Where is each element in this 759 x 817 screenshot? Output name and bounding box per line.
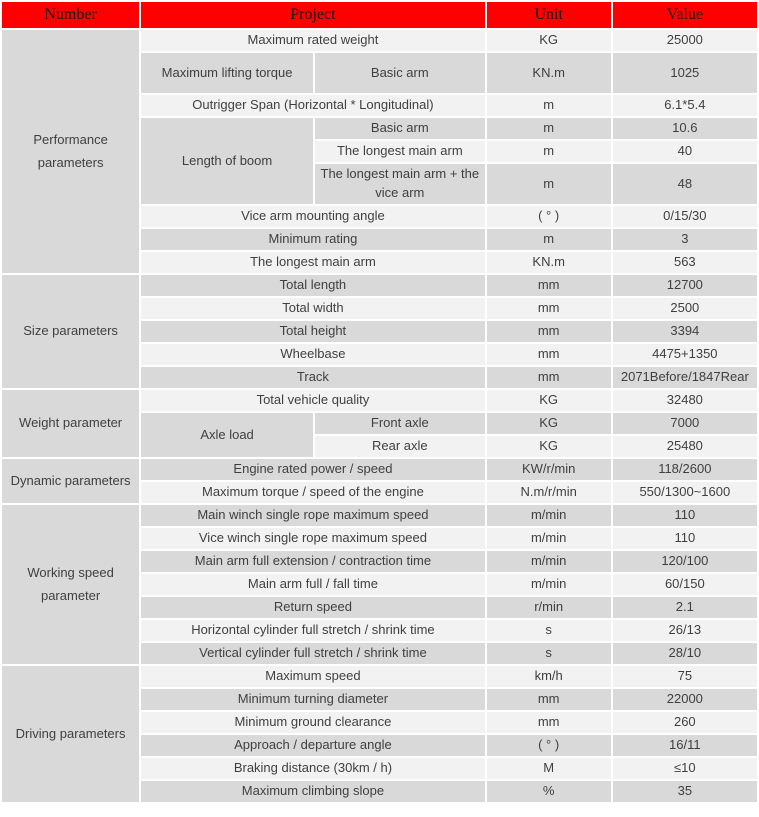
column-header-number: Number xyxy=(2,2,139,28)
table-row xyxy=(2,505,757,526)
project-cell: Total vehicle quality xyxy=(141,390,484,411)
project-sub-cell: Rear axle xyxy=(315,436,485,457)
project-sub-cell: The longest main arm xyxy=(315,141,485,162)
unit-cell: m/min xyxy=(487,528,611,549)
value-cell: 6.1*5.4 xyxy=(613,95,757,116)
project-cell: Horizontal cylinder full stretch / shrink time xyxy=(141,620,484,641)
unit-cell: m xyxy=(487,118,611,139)
unit-cell: KG xyxy=(487,413,611,434)
value-cell: 3394 xyxy=(613,321,757,342)
unit-cell: M xyxy=(487,758,611,779)
column-header-project: Project xyxy=(141,2,484,28)
project-cell: Total length xyxy=(141,275,484,296)
value-cell: 2.1 xyxy=(613,597,757,618)
project-cell: Main arm full extension / contraction time xyxy=(141,551,484,572)
unit-cell: m/min xyxy=(487,551,611,572)
project-cell: Outrigger Span (Horizontal * Longitudinal) xyxy=(141,95,484,116)
section-cell-dynamic: Dynamic parameters xyxy=(2,459,139,503)
column-header-unit: Unit xyxy=(487,2,611,28)
project-cell: Total width xyxy=(141,298,484,319)
unit-cell: N.m/r/min xyxy=(487,482,611,503)
value-cell: 40 xyxy=(613,141,757,162)
value-cell: 550/1300~1600 xyxy=(613,482,757,503)
project-cell: Wheelbase xyxy=(141,344,484,365)
unit-cell: km/h xyxy=(487,666,611,687)
project-cell: The longest main arm xyxy=(141,252,484,273)
unit-cell: m xyxy=(487,95,611,116)
value-cell: 2500 xyxy=(613,298,757,319)
project-sub-cell: The longest main arm + the vice arm xyxy=(315,164,485,204)
table-row xyxy=(2,390,757,411)
unit-cell: m xyxy=(487,141,611,162)
value-cell: 3 xyxy=(613,229,757,250)
project-cell: Engine rated power / speed xyxy=(141,459,484,480)
unit-cell: s xyxy=(487,643,611,664)
value-cell: 0/15/30 xyxy=(613,206,757,227)
unit-cell: mm xyxy=(487,275,611,296)
project-cell: Approach / departure angle xyxy=(141,735,484,756)
value-cell: 7000 xyxy=(613,413,757,434)
unit-cell: m/min xyxy=(487,505,611,526)
unit-cell: m xyxy=(487,229,611,250)
unit-cell: KW/r/min xyxy=(487,459,611,480)
project-cell: Minimum ground clearance xyxy=(141,712,484,733)
project-cell: Return speed xyxy=(141,597,484,618)
unit-cell: ( ° ) xyxy=(487,206,611,227)
value-cell: 22000 xyxy=(613,689,757,710)
unit-cell: mm xyxy=(487,344,611,365)
unit-cell: m xyxy=(487,164,611,204)
section-cell-size: Size parameters xyxy=(2,275,139,388)
project-cell: Maximum rated weight xyxy=(141,30,484,51)
table-row xyxy=(2,666,757,687)
value-cell: 25000 xyxy=(613,30,757,51)
unit-cell: KG xyxy=(487,390,611,411)
section-cell-working-speed: Working speed parameter xyxy=(2,505,139,664)
value-cell: 32480 xyxy=(613,390,757,411)
value-cell: 118/2600 xyxy=(613,459,757,480)
project-cell: Total height xyxy=(141,321,484,342)
project-cell: Maximum climbing slope xyxy=(141,781,484,802)
unit-cell: mm xyxy=(487,367,611,388)
section-cell-driving: Driving parameters xyxy=(2,666,139,802)
value-cell: 4475+1350 xyxy=(613,344,757,365)
unit-cell: % xyxy=(487,781,611,802)
project-cell: Maximum speed xyxy=(141,666,484,687)
unit-cell: r/min xyxy=(487,597,611,618)
column-header-value: Value xyxy=(613,2,757,28)
project-cell: Vice arm mounting angle xyxy=(141,206,484,227)
project-cell: Vice winch single rope maximum speed xyxy=(141,528,484,549)
value-cell: 120/100 xyxy=(613,551,757,572)
value-cell: 16/11 xyxy=(613,735,757,756)
value-cell: 26/13 xyxy=(613,620,757,641)
project-cell: Vertical cylinder full stretch / shrink time xyxy=(141,643,484,664)
project-cell: Minimum rating xyxy=(141,229,484,250)
project-cell: Minimum turning diameter xyxy=(141,689,484,710)
value-cell: 60/150 xyxy=(613,574,757,595)
value-cell: ≤10 xyxy=(613,758,757,779)
unit-cell: s xyxy=(487,620,611,641)
section-cell-weight: Weight parameter xyxy=(2,390,139,457)
table-row xyxy=(2,275,757,296)
value-cell: 35 xyxy=(613,781,757,802)
project-cell: Main winch single rope maximum speed xyxy=(141,505,484,526)
value-cell: 28/10 xyxy=(613,643,757,664)
header-row xyxy=(2,2,757,28)
unit-cell: mm xyxy=(487,298,611,319)
value-cell: 48 xyxy=(613,164,757,204)
project-group-cell: Axle load xyxy=(141,413,313,457)
unit-cell: mm xyxy=(487,689,611,710)
value-cell: 75 xyxy=(613,666,757,687)
value-cell: 1025 xyxy=(613,53,757,93)
table-row xyxy=(2,30,757,51)
value-cell: 563 xyxy=(613,252,757,273)
unit-cell: m/min xyxy=(487,574,611,595)
project-sub-cell: Basic arm xyxy=(315,53,485,93)
project-sub-cell: Basic arm xyxy=(315,118,485,139)
section-cell-performance: Performance parameters xyxy=(2,30,139,273)
value-cell: 2071Before/1847Rear xyxy=(613,367,757,388)
unit-cell: mm xyxy=(487,321,611,342)
value-cell: 110 xyxy=(613,505,757,526)
value-cell: 25480 xyxy=(613,436,757,457)
value-cell: 260 xyxy=(613,712,757,733)
table-row xyxy=(2,459,757,480)
project-group-cell: Maximum lifting torque xyxy=(141,53,313,93)
unit-cell: KG xyxy=(487,436,611,457)
unit-cell: KN.m xyxy=(487,53,611,93)
project-sub-cell: Front axle xyxy=(315,413,485,434)
project-group-cell: Length of boom xyxy=(141,118,313,204)
value-cell: 10.6 xyxy=(613,118,757,139)
project-cell: Track xyxy=(141,367,484,388)
project-cell: Main arm full / fall time xyxy=(141,574,484,595)
value-cell: 12700 xyxy=(613,275,757,296)
value-cell: 110 xyxy=(613,528,757,549)
unit-cell: mm xyxy=(487,712,611,733)
unit-cell: KN.m xyxy=(487,252,611,273)
unit-cell: ( ° ) xyxy=(487,735,611,756)
unit-cell: KG xyxy=(487,30,611,51)
project-cell: Maximum torque / speed of the engine xyxy=(141,482,484,503)
project-cell: Braking distance (30km / h) xyxy=(141,758,484,779)
